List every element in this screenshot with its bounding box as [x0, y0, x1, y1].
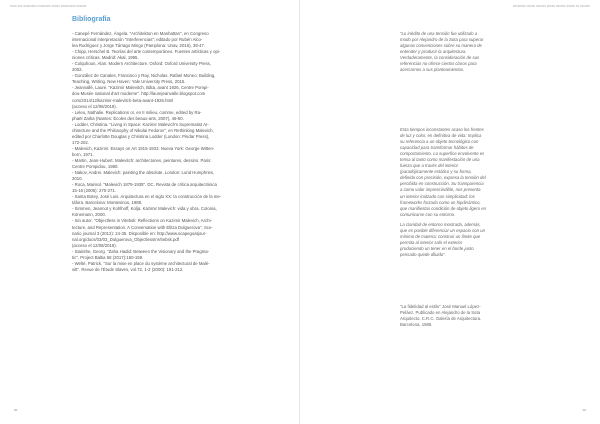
bibliography-line: - Nakov, Andrei. Malevich: painting the absolute. London: Lund Humphries, [72, 170, 215, 176]
bibliography-line: edited por Charlotte Douglas y Christina Lodder (London: Pindar Press), [72, 133, 210, 139]
bibliography-line: born, 1971. [72, 151, 94, 157]
bibliography-line: - Canepé Fernández, Ángela. "Architekton en Manhattan", en Congreso [72, 31, 209, 36]
bibliography-line: - González de Canales, Francisco y Ray, Nicholas. Rafael Moneo: Building, [72, 73, 216, 79]
bibliography-line: tecture, and Representation. A Conversation with Elitza Dulguerova", Sce- [72, 224, 213, 230]
sidebar-caption: "La fidelidad al estilo" José Manuel López-Peláez. Publicado en Alejandro de la Sota Arquitecto. C.R.C. Galería de Arquitectura. Barcelona, 1985. [400, 304, 482, 328]
bibliography-line: internacional interpretación "Interferencias"; editado por Rubén Alco- [72, 37, 203, 43]
bibliography-line: (acceso el 12/08/2019). [72, 242, 117, 248]
bibliography-line: nal.org/docs/03/03_Dulguerova_ObjectlessInVitebsk.pdf [72, 236, 179, 242]
bibliography-line: - Santa Botey, José Luis. Arquitectura en el siglo XX: la construcción de la me- [72, 194, 222, 200]
bibliography-line: phaël Zarka (Nantes: Écoles des beaux-arts, 2007), 46-60. [72, 115, 184, 121]
bibliography-line: - Stainthe, Georg. "Zaha Hadid: Between the Visionary and the Pragma- [72, 248, 210, 254]
bibliography-line: 172-202. [72, 139, 89, 145]
bibliography-line: Centre Pompidou, 1980. [72, 164, 119, 170]
sidebar-quote-3: La claridad de entorno mostrada, además, que es posible diferenciar un espacio con un mínimo de materia; construir un límite que permita al interior salir el exterior produciendo un tener en el borde justo pensado quede diluido". [400, 222, 486, 258]
bibliography-line: - Leleu, Nathalie. Replications or, en II milieu, comme, edited by Ra- [72, 109, 202, 115]
bibliography-line: - Sin autor. "Objectless in Vitebsk: Reflections on Kazimir Malevich, Archi- [72, 218, 212, 224]
bibliography-line: dou-Musée national d'art moderne". http://laurejeanvalle.blogspot.com [72, 91, 206, 97]
sidebar-quote-1: "Lo inédito de una tensión fue utilizado a modo por Alejandro de la Sota para superar algunas convenciones sobre su manera de entender y producir la arquitectura. Verdaderamente, la consideración de sus referencias no ofrece ciertos claros para acercarnos a sus planteamientos. [400, 31, 484, 73]
page-number-left: 00 [14, 408, 18, 412]
bibliography-line: - Roca, Marisol. "Malevich 1879-1935". DC. Revista de crítica arquitectónica [72, 182, 217, 188]
bibliography-line: - Welté, Patrick. "Sur la mise en place du système architectural de Malé- [72, 260, 210, 266]
page-number-right: 00 [582, 408, 586, 412]
bibliography-line: Könemann, 2000. [72, 212, 106, 218]
bibliography-line: - Chipp, Herschel B. Teorías del arte contemporáneo. Fuentes artísticas y opi- [72, 49, 221, 55]
bibliography-line: - Malevich, Kazimir. Essays on Art 1915-1933. Nueva York: George Witten- [72, 145, 215, 151]
bibliography-line: 2002. [72, 67, 83, 73]
bibliography-line: niones críticas. Madrid: Akal, 1995. [72, 55, 139, 61]
bibliography-line: (acceso el 12/08/2019). [72, 103, 117, 109]
bibliography-line: lea Rodríguez y Jorge Tárrago Mingo (Pamplona: Unav, 2016), 38-47. [72, 43, 206, 49]
running-head-left: ISSN 000 00000000 00000000 00000 000000000 000000 [10, 5, 87, 8]
bibliography-line: - Lodder, Christina. "Living in Space: Kazimir Malevich's Suprematist Ar- [72, 121, 209, 127]
bibliography-line: - Colquhoun, Alan. Modern Architecture. Oxford: Oxford University Press, [72, 61, 211, 67]
bibliography-list [72, 31, 242, 273]
bibliography-line: - Martin, Jean-Hubert. Malevitch: architectones, peintures, dessins. Paris: [72, 157, 212, 163]
bibliography-line: - Simmen, Jeannot y Kohlhoff, Kolja. Kazimir Malevich: vida y obra. Colonia, [72, 206, 217, 212]
bibliography-line: com/2014/12/kazimir-malevitch-beta-avant-1926.html [72, 97, 174, 103]
bibliography-line: nario journal 3 (2012): 24-35. Disponible en: http://www.scapegoatjour- [72, 230, 207, 236]
bibliography-line: chitecture and the Philosophy of Nikolai Fedorov", en Rethinking Malevich, [72, 127, 214, 133]
bibliography-line: tic". Project Baltia 58 (2017):150-159. [72, 254, 144, 260]
bibliography-line: 2010. [72, 176, 83, 182]
bibliography-line: - Jeanvallé, Laure. "Kazimir Malevitch, Bâta, avant 1926, Centre Pompi- [72, 85, 209, 91]
bibliography-line: 15-16 (2006): 270-271. [72, 188, 116, 194]
sidebar-quote-2: Esta tiempos inconstantes acaso los frentes de luz y color, en definitiva de vida: Implica su referencia a un objeto tecnológico con capacidad para transformar hábitos de comportamiento. Lo superfice envolvente es tensa al tanto como manifestación de una fuerza que a través del interior (paradójicamente estático y su forma, definida con precisión, expresa la tensión del percibida en construcción. Su transparencia a como valor imprescindible, nos presenta un interior inalzado con simplicidad: los frameworks forzada como un hipdinámico, que manifiestas condición de objeto ligero en comunicarse con su entorno. [400, 127, 486, 217]
running-head-right: 00000000 00000 000000 00000 000000 00000 00 000000 [512, 5, 590, 8]
bibliography-title: Bibliografía [72, 16, 111, 23]
bibliography-line: táfora. Barcelona: Montesinos, 1988. [72, 200, 143, 206]
bibliography-line: vitt". Revue de l'Étude Slaves, vol.72, 1-2 (2000): 191-212. [72, 266, 184, 272]
bibliography-line: Teaching, Writing. New Haven: Yale University Press, 2015. [72, 79, 186, 85]
